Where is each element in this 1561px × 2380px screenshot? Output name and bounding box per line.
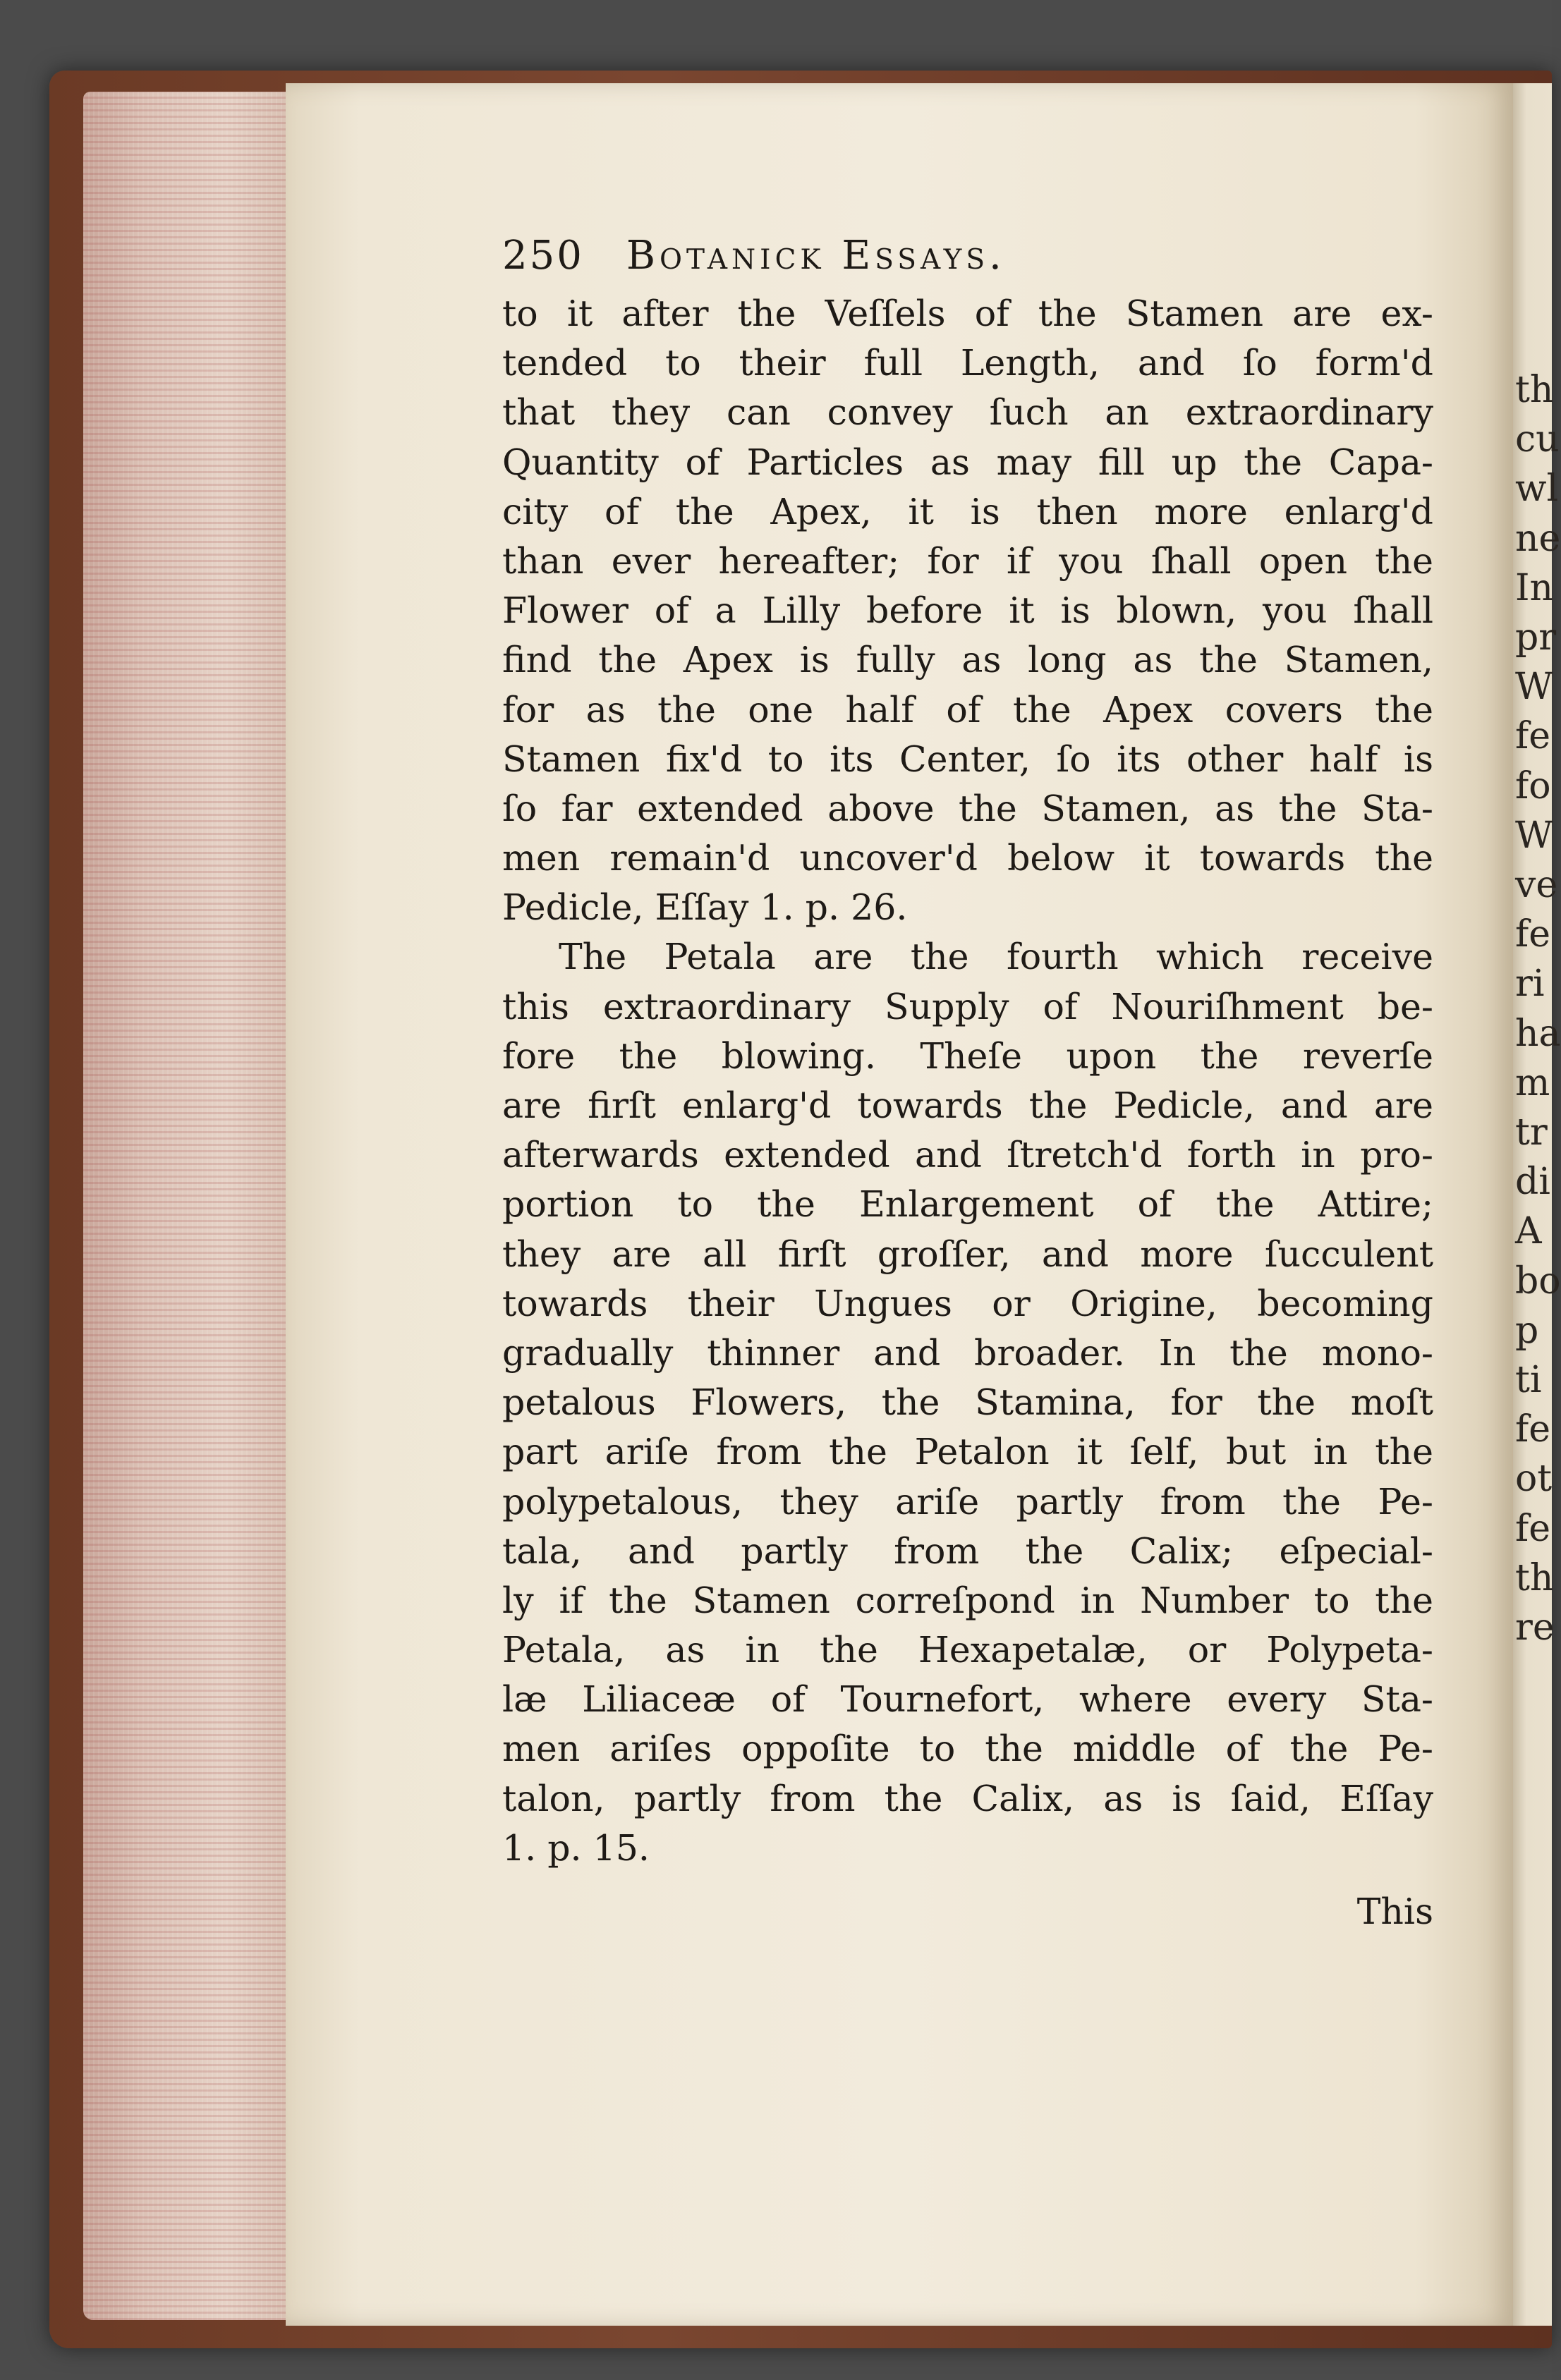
text-line: Pedicle, Eſſay 1. p. 26. — [502, 886, 908, 929]
text-line: afterwards extended and ſtretch'd forth in pro- — [502, 1134, 1433, 1176]
facing-page-fragment: bo — [1515, 1259, 1561, 1302]
facing-page-fragment: re — [1515, 1606, 1555, 1649]
text-line: polypetalous, they ariſe partly from the Pe- — [502, 1480, 1433, 1522]
text-line: are firſt enlarg'd towards the Pedicle, and are — [502, 1085, 1433, 1126]
text-line: men ariſes oppoſite to the middle of the Pe- — [502, 1728, 1433, 1770]
text-line: tala, and partly from the Calix; eſpecial- — [502, 1530, 1433, 1572]
page-number: 250 — [502, 233, 584, 279]
text-line: city of the Apex, it is then more enlarg'd — [502, 490, 1433, 532]
text-line: 1. p. 15. — [502, 1826, 650, 1869]
facing-page-fragment: In — [1515, 566, 1554, 609]
text-line: they are all firſt groſſer, and more ſucculent — [502, 1233, 1433, 1275]
text-line: ſo far extended above the Stamen, as the Sta- — [502, 787, 1433, 829]
text-line: men remain'd uncover'd below it towards the — [502, 837, 1433, 879]
text-line: for as the one half of the Apex covers the — [502, 688, 1433, 731]
page-text-block — [502, 233, 1433, 1936]
text-line: portion to the Enlargement of the Attire; — [502, 1183, 1433, 1226]
facing-page-fragment: ha — [1515, 1012, 1561, 1055]
text-line: gradually thinner and broader. In the mono- — [502, 1331, 1433, 1374]
facing-page-fragment: A — [1515, 1210, 1542, 1253]
text-line: læ Liliaceæ of Tournefort, where every Sta- — [502, 1678, 1433, 1721]
text-line: to it after the Veſſels of the Stamen are ex- — [502, 293, 1433, 334]
running-head — [502, 233, 1433, 289]
text-line: find the Apex is fully as long as the Stamen, — [502, 639, 1433, 681]
facing-page-fragment: m — [1515, 1061, 1550, 1104]
page-fore-edge — [83, 92, 288, 2320]
text-line: Stamen fix'd to its Center, ſo its other half is — [502, 738, 1433, 780]
body-text — [502, 289, 1433, 1873]
text-line: petalous Flowers, the Stamina, for the moſt — [502, 1381, 1433, 1424]
text-line: fore the blowing. Theſe upon the reverſe — [502, 1035, 1433, 1077]
facing-page-fragment: pr — [1515, 616, 1557, 659]
text-line: ly if the Stamen correſpond in Number to the — [502, 1579, 1433, 1621]
facing-page-fragment: fo — [1515, 764, 1551, 807]
facing-page-edge — [1510, 83, 1561, 2326]
text-line: this extraordinary Supply of Nouriſhment be- — [502, 985, 1433, 1027]
text-line: Quantity of Particles as may fill up the Capa- — [502, 441, 1433, 483]
text-line: than ever hereafter; for if you ſhall open the — [502, 539, 1433, 582]
text-line: The Petala are the fourth which receive — [559, 936, 1433, 978]
facing-page-fragment: W — [1515, 814, 1553, 857]
facing-page-fragment: ti — [1515, 1359, 1542, 1401]
facing-page-fragment: th — [1515, 369, 1554, 411]
facing-page-fragment: di — [1515, 1161, 1550, 1204]
text-line: part ariſe from the Petalon it ſelf, but in the — [502, 1431, 1433, 1473]
facing-page-fragment: fe — [1515, 1507, 1551, 1550]
text-line: tended to their full Length, and ſo form'd — [502, 342, 1433, 384]
facing-page-fragment: cu — [1515, 418, 1560, 461]
facing-page-fragment: W — [1515, 666, 1553, 709]
facing-page-fragment: wl — [1515, 468, 1559, 511]
text-line: towards their Ungues or Origine, becoming — [502, 1282, 1433, 1324]
facing-page-fragment: fe — [1515, 913, 1551, 956]
facing-page-fragment: ri — [1515, 963, 1545, 1006]
text-line: talon, partly from the Calix, as is ſaid, Eſſay — [502, 1777, 1433, 1819]
facing-page-fragment: fe — [1515, 715, 1551, 758]
facing-page-fragment: p — [1515, 1309, 1539, 1352]
running-title: Botanick Essays. — [626, 233, 1006, 279]
text-line: that they can convey ſuch an extraordinary — [502, 391, 1433, 434]
facing-page-fragment: fe — [1515, 1408, 1551, 1451]
facing-page-fragment: tr — [1515, 1111, 1548, 1154]
text-line: Petala, as in the Hexapetalæ, or Polypeta- — [502, 1629, 1433, 1671]
text-line: Flower of a Lilly before it is blown, you ſhall — [502, 590, 1433, 632]
facing-page-fragment: ot — [1515, 1458, 1553, 1501]
catchword: This — [1356, 1891, 1433, 1932]
facing-page-fragment: ne — [1515, 517, 1561, 560]
facing-page-fragment: th — [1515, 1556, 1554, 1599]
facing-page-fragment: ve — [1515, 864, 1558, 906]
